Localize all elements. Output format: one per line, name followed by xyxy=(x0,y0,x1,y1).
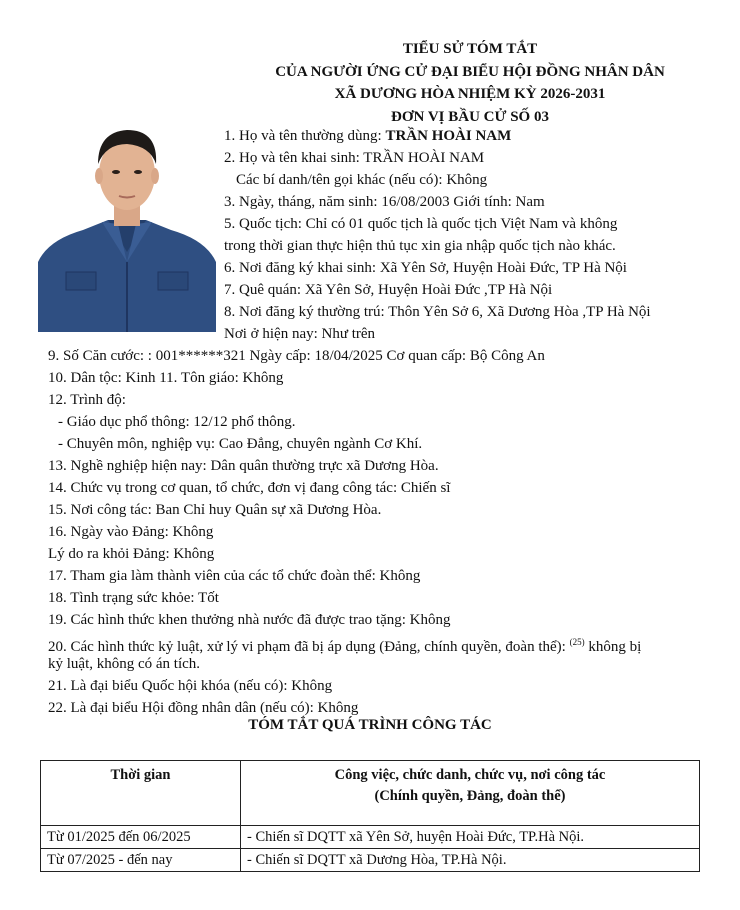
info-general-education: - Giáo dục phổ thông: 12/12 phổ thông. xyxy=(58,414,296,430)
info-occupation: 13. Nghề nghiệp hiện nay: Dân quân thường trực xã Dương Hòa. xyxy=(48,458,439,474)
header-subtitle: CỦA NGƯỜI ỨNG CỬ ĐẠI BIỂU HỘI ĐỒNG NHÂN DÂN xyxy=(275,63,665,80)
info-birth-registration: 6. Nơi đăng ký khai sinh: Xã Yên Sở, Huyện Hoài Đức, TP Hà Nội xyxy=(224,260,627,276)
header-term: XÃ DƯƠNG HÒA NHIỆM KỲ 2026-2031 xyxy=(334,86,606,102)
portrait-photo-icon xyxy=(38,112,216,332)
row-time: Từ 07/2025 - đến nay xyxy=(41,849,241,872)
info-birthdate-gender: 3. Ngày, tháng, năm sinh: 16/08/2003 Giới tính: Nam xyxy=(224,194,545,210)
info-discipline-cont: kỷ luật, không có án tích. xyxy=(48,656,201,672)
info-common-name-label: 1. Họ và tên thường dùng: xyxy=(224,128,386,144)
table-row xyxy=(41,849,700,872)
col-header-work-sub: (Chính quyền, Đảng, đoàn thể) xyxy=(374,788,566,804)
info-ethnicity-religion: 10. Dân tộc: Kinh 11. Tôn giáo: Không xyxy=(48,370,284,386)
col-header-work xyxy=(241,761,700,826)
row-time: Từ 01/2025 đến 06/2025 xyxy=(41,826,241,849)
row-desc: - Chiến sĩ DQTT xã Dương Hòa, TP.Hà Nội. xyxy=(241,849,700,872)
info-current-residence: Nơi ở hiện nay: Như trên xyxy=(224,326,376,342)
work-history-table xyxy=(40,760,700,872)
work-history-title: TÓM TẮT QUÁ TRÌNH CÔNG TÁC xyxy=(248,717,492,733)
info-peoples-council: 22. Là đại biểu Hội đồng nhân dân (nếu có): Không xyxy=(48,700,359,716)
info-nationality: 5. Quốc tịch: Chỉ có 01 quốc tịch là quốc tịch Việt Nam và không xyxy=(224,216,618,232)
col-header-time: Thời gian xyxy=(41,761,241,826)
info-position: 14. Chức vụ trong cơ quan, tổ chức, đơn vị đang công tác: Chiến sĩ xyxy=(48,480,451,496)
info-discipline-value: không bị xyxy=(584,639,642,655)
header-unit: ĐƠN VỊ BẦU CỬ SỐ 03 xyxy=(391,108,549,125)
row-desc: - Chiến sĩ DQTT xã Yên Sở, huyện Hoài Đức, TP.Hà Nội. xyxy=(241,826,700,849)
document-header xyxy=(200,38,740,128)
info-hometown: 7. Quê quán: Xã Yên Sở, Huyện Hoài Đức ,TP Hà Nội xyxy=(224,282,553,298)
footnote-ref: (25) xyxy=(569,637,585,647)
info-organizations: 17. Tham gia làm thành viên của các tổ chức đoàn thể: Không xyxy=(48,568,421,584)
info-id-card: 9. Số Căn cước: : 001******321 Ngày cấp: 18/04/2025 Cơ quan cấp: Bộ Công An xyxy=(48,348,545,364)
info-aliases: Các bí danh/tên gọi khác (nếu có): Không xyxy=(236,172,488,188)
info-party-leave: Lý do ra khỏi Đảng: Không xyxy=(48,546,215,562)
info-common-name-value: TRẦN HOÀI NAM xyxy=(385,128,512,144)
table-header-row xyxy=(41,761,700,826)
info-professional: - Chuyên môn, nghiệp vụ: Cao Đẳng, chuyên ngành Cơ Khí. xyxy=(58,436,423,452)
info-permanent-residence: 8. Nơi đăng ký thường trú: Thôn Yên Sở 6, Xã Dương Hòa ,TP Hà Nội xyxy=(224,304,651,320)
info-workplace: 15. Nơi công tác: Ban Chỉ huy Quân sự xã Dương Hòa. xyxy=(48,502,382,518)
info-discipline-label: 20. Các hình thức kỷ luật, xử lý vi phạm đã bị áp dụng (Đảng, chính quyền, đoàn thể): xyxy=(48,639,570,655)
info-nationality-cont: trong thời gian thực hiện thủ tục xin gia nhập quốc tịch nào khác. xyxy=(224,238,616,254)
info-birth-name: 2. Họ và tên khai sinh: TRẦN HOÀI NAM xyxy=(224,150,485,166)
info-party-join: 16. Ngày vào Đảng: Không xyxy=(48,524,214,540)
info-national-assembly: 21. Là đại biểu Quốc hội khóa (nếu có): Không xyxy=(48,678,333,694)
info-health: 18. Tình trạng sức khỏe: Tốt xyxy=(48,590,219,606)
header-title: TIỂU SỬ TÓM TẮT xyxy=(402,41,538,57)
info-education: 12. Trình độ: xyxy=(48,392,126,408)
info-common-name xyxy=(224,126,511,146)
portrait-photo xyxy=(38,112,216,332)
info-awards: 19. Các hình thức khen thưởng nhà nước đã được trao tặng: Không xyxy=(48,612,451,628)
col-header-work-title: Công việc, chức danh, chức vụ, nơi công tác xyxy=(334,767,606,783)
table-row xyxy=(41,826,700,849)
